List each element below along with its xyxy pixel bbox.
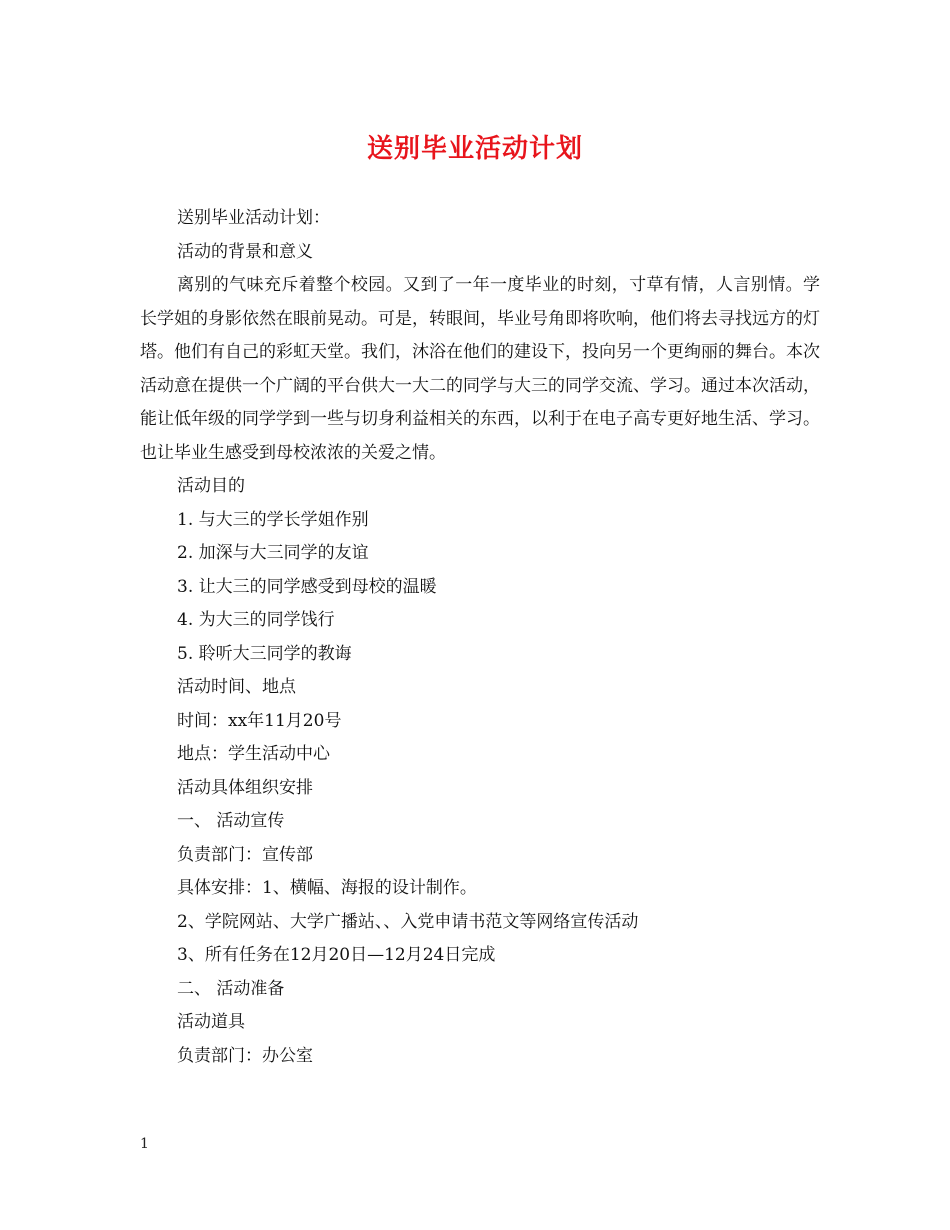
section-heading-purpose: 活动目的 <box>177 476 245 496</box>
section-heading-time-place: 活动时间、地点 <box>177 677 296 697</box>
document-title: 送别毕业活动计划 <box>366 134 583 164</box>
part-one-plan-2: 2、学院网站、大学广播站、、入党申请书范文等网络宣传活动 <box>177 911 639 932</box>
page-number: 1 <box>140 1136 149 1152</box>
part-one-plan-3: 3、所有任务在12月20日—12月24日完成 <box>177 945 496 965</box>
time-line: 时间：xx年11月20号 <box>177 710 342 731</box>
purpose-item: 4. 为大三的同学饯行 <box>177 610 335 630</box>
part-two-heading: 二、 活动准备 <box>177 978 285 999</box>
purpose-item: 3. 让大三的同学感受到母校的温暖 <box>177 576 437 597</box>
background-paragraph: 离别的气味充斥着整个校园。又到了一年一度毕业的时刻，寸草有情，人言别情。学长学姐的身影依然在眼前晃动。可是，转眼间，毕业号角即将吹响，他们将去寻找远方的灯塔。他们有自己的彩虹天堂。我们，沐浴在他们的建设下，投向另一个更绚丽的舞台。本次活动意在提供一个广阔的平台供大一大二的同学与大三的同学交流、学习。通过本次活动，能让低年级的同学学到一些与切身利益相关的东西，以利于在电子高专更好地生活、学习。也让毕业生感受到母校浓浓的关爱之情。 <box>140 275 820 463</box>
purpose-item: 2. 加深与大三同学的友谊 <box>177 543 369 563</box>
place-line: 地点：学生活动中心 <box>177 744 330 764</box>
part-one-plan-1: 具体安排：1、横幅、海报的设计制作。 <box>177 878 477 898</box>
part-two-sub: 活动道具 <box>177 1012 245 1032</box>
part-two-dept: 负责部门：办公室 <box>177 1045 313 1066</box>
part-one-heading: 一、 活动宣传 <box>177 811 285 831</box>
section-heading-background: 活动的背景和意义 <box>177 241 313 262</box>
document-body <box>140 202 820 1073</box>
purpose-item: 1. 与大三的学长学姐作别 <box>177 509 369 530</box>
part-one-dept: 负责部门：宣传部 <box>177 844 313 865</box>
intro-label: 送别毕业活动计划： <box>177 208 330 228</box>
purpose-item: 5. 聆听大三同学的教诲 <box>177 643 352 664</box>
section-heading-arrangement: 活动具体组织安排 <box>177 777 313 798</box>
